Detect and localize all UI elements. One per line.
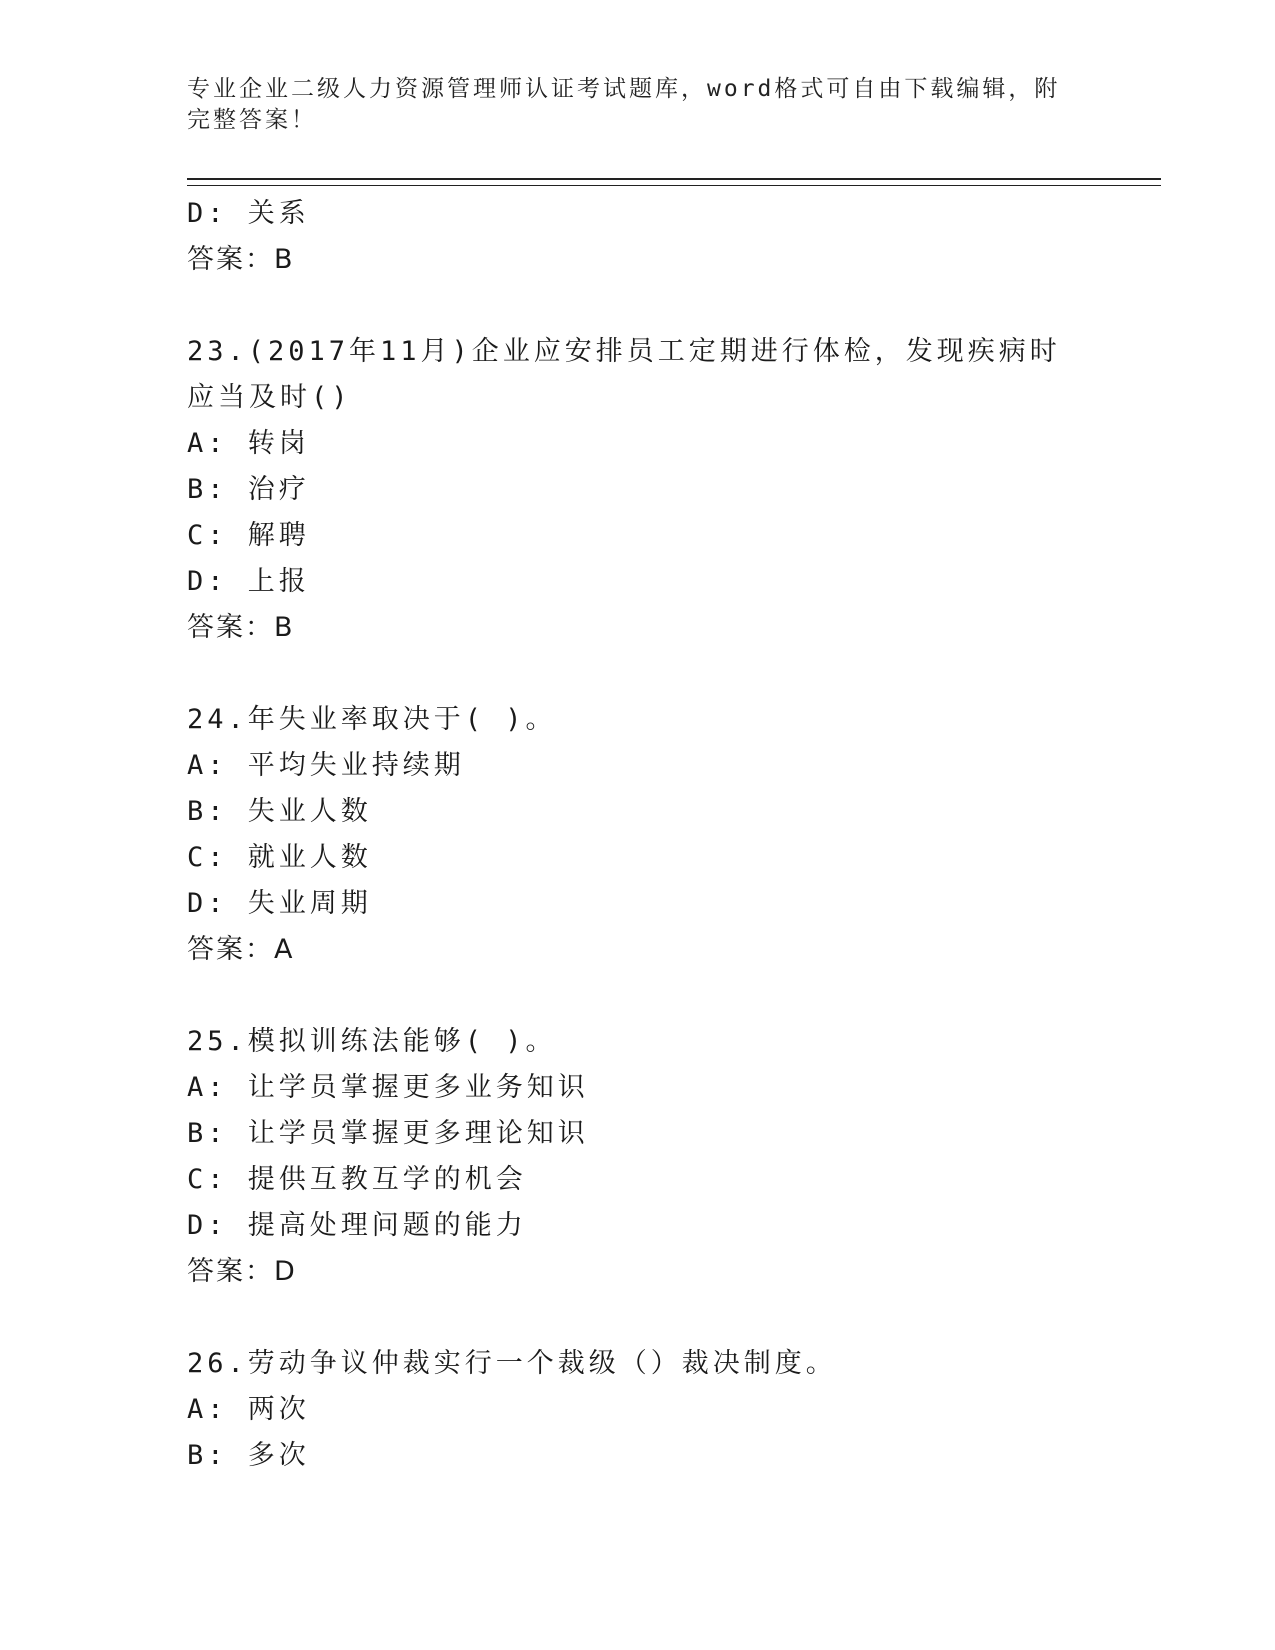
- option-a: A: 两次: [187, 1394, 310, 1425]
- option-b: B: 多次: [187, 1440, 310, 1471]
- option-c: C: 解聘: [187, 520, 310, 551]
- page-header: 专业企业二级人力资源管理师认证考试题库，word格式可自由下载编辑，附完整答案！: [187, 76, 1061, 133]
- answer: 答案：D: [187, 1256, 297, 1287]
- answer: 答案：A: [187, 934, 295, 965]
- option-d: D: 上报: [187, 566, 310, 597]
- option-b: B: 失业人数: [187, 796, 372, 827]
- option-b: B: 治疗: [187, 474, 310, 505]
- answer: 答案：B: [187, 244, 295, 275]
- question-stem: 26.劳动争议仲裁实行一个裁级（）裁决制度。: [187, 1348, 837, 1379]
- answer: 答案：B: [187, 612, 295, 643]
- question-23: [187, 329, 1087, 651]
- question-stem: 25.模拟训练法能够( )。: [187, 1026, 557, 1057]
- question-content: [187, 191, 1087, 1479]
- option-d: D: 关系: [187, 198, 310, 229]
- option-d: D: 失业周期: [187, 888, 372, 919]
- question-24: [187, 697, 1087, 973]
- header-divider: [187, 178, 1161, 186]
- option-c: C: 就业人数: [187, 842, 372, 873]
- option-c: C: 提供互教互学的机会: [187, 1164, 527, 1195]
- option-a: A: 转岗: [187, 428, 310, 459]
- option-a: A: 平均失业持续期: [187, 750, 465, 781]
- question-stem: 23.(2017年11月)企业应安排员工定期进行体检，发现疾病时应当及时(): [187, 336, 1061, 413]
- option-d: D: 提高处理问题的能力: [187, 1210, 527, 1241]
- question-26: [187, 1341, 1087, 1479]
- question-25: [187, 1019, 1087, 1295]
- question-stem: 24.年失业率取决于( )。: [187, 704, 557, 735]
- option-b: B: 让学员掌握更多理论知识: [187, 1118, 589, 1149]
- option-a: A: 让学员掌握更多业务知识: [187, 1072, 589, 1103]
